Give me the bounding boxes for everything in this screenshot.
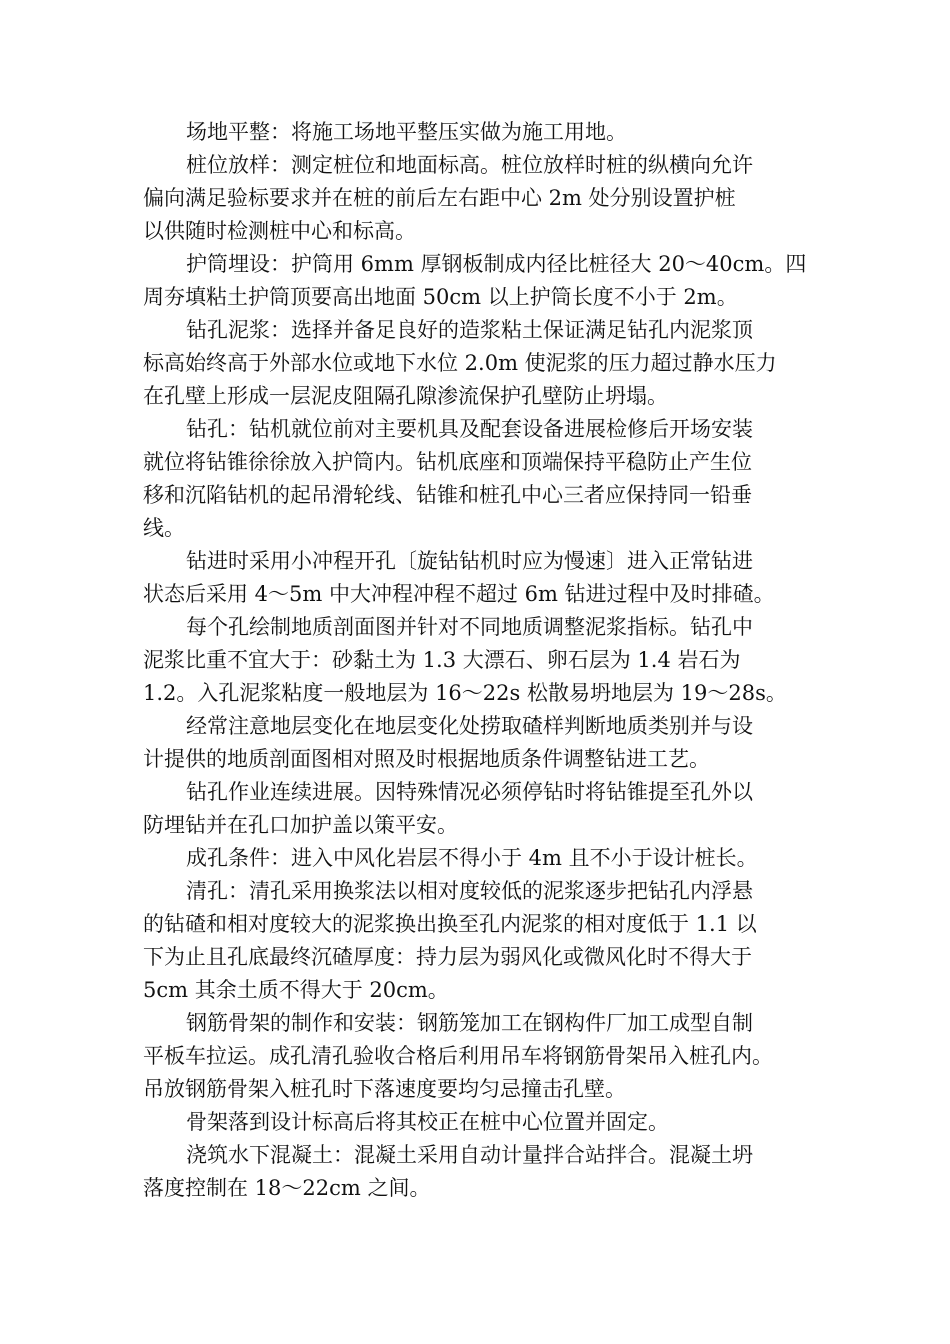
text-line: 下为止且孔底最终沉碴厚度：持力层为弱风化或微风化时不得大于 — [143, 945, 752, 969]
text-line: 护筒埋设：护筒用 6mm 厚钢板制成内径比桩径大 20～40cm。四 — [186, 252, 807, 276]
text-line: 防埋钻并在孔口加护盖以策平安。 — [143, 813, 458, 837]
text-line: 桩位放样：测定桩位和地面标高。桩位放样时桩的纵横向允许 — [186, 153, 753, 177]
paragraph-continuous-drilling — [143, 776, 823, 842]
text-line: 计提供的地质剖面图相对照及时根据地质条件调整钻进工艺。 — [143, 747, 710, 771]
paragraph-hole-cleaning — [143, 875, 823, 1007]
paragraph-geological-profile — [143, 611, 823, 710]
text-line: 每个孔绘制地质剖面图并针对不同地质调整泥浆指标。钻孔中 — [186, 615, 753, 639]
text-line: 吊放钢筋骨架入桩孔时下落速度要均匀忌撞击孔壁。 — [143, 1077, 626, 1101]
paragraph-drilling-mud — [143, 314, 823, 413]
text-line: 钻孔：钻机就位前对主要机具及配套设备进展检修后开场安装 — [186, 417, 753, 441]
text-line: 清孔：清孔采用换浆法以相对度较低的泥浆逐步把钻孔内浮悬 — [186, 879, 753, 903]
paragraph-drilling-stroke — [143, 545, 823, 611]
text-line: 就位将钻锥徐徐放入护筒内。钻机底座和顶端保持平稳防止产生位 — [143, 450, 752, 474]
text-line: 成孔条件：进入中风化岩层不得小于 4m 且不小于设计桩长。 — [186, 846, 758, 870]
text-line: 骨架落到设计标高后将其校正在桩中心位置并固定。 — [186, 1110, 669, 1134]
paragraph-drilling — [143, 413, 823, 545]
paragraph-cage-positioning — [143, 1106, 823, 1139]
text-line: 钻进时采用小冲程开孔〔旋钻钻机时应为慢速〕进入正常钻进 — [186, 549, 753, 573]
text-line: 场地平整：将施工场地平整压实做为施工用地。 — [186, 120, 627, 144]
paragraph-casing-burial — [143, 248, 823, 314]
text-line: 标高始终高于外部水位或地下水位 2.0m 使泥浆的压力超过静水压力 — [143, 351, 777, 375]
text-line: 5cm 其余土质不得大于 20cm。 — [143, 978, 449, 1002]
paragraph-rebar-cage — [143, 1007, 823, 1106]
text-line: 状态后采用 4～5m 中大冲程冲程不超过 6m 钻进过程中及时排碴。 — [143, 582, 775, 606]
text-line: 的钻碴和相对度较大的泥浆换出换至孔内泥浆的相对度低于 1.1 以 — [143, 912, 757, 936]
paragraph-site-leveling — [143, 116, 823, 149]
paragraph-pile-layout — [143, 149, 823, 248]
paragraph-stratum-change — [143, 710, 823, 776]
text-line: 泥浆比重不宜大于：砂黏土为 1.3 大漂石、卵石层为 1.4 岩石为 — [143, 648, 741, 672]
paragraph-hole-conditions — [143, 842, 823, 875]
text-line: 钻孔作业连续进展。因特殊情况必须停钻时将钻锥提至孔外以 — [186, 780, 753, 804]
text-line: 偏向满足验标要求并在桩的前后左右距中心 2m 处分别设置护桩 — [143, 186, 736, 210]
text-line: 落度控制在 18～22cm 之间。 — [143, 1176, 431, 1200]
text-line: 以供随时检测桩中心和标高。 — [143, 219, 416, 243]
text-line: 钻孔泥浆：选择并备足良好的造浆粘土保证满足钻孔内泥浆顶 — [186, 318, 753, 342]
text-line: 浇筑水下混凝土：混凝土采用自动计量拌合站拌合。混凝土坍 — [186, 1143, 753, 1167]
text-line: 平板车拉运。成孔清孔验收合格后利用吊车将钢筋骨架吊入桩孔内。 — [143, 1044, 773, 1068]
text-line: 移和沉陷钻机的起吊滑轮线、钻锥和桩孔中心三者应保持同一铅垂 — [143, 483, 752, 507]
text-line: 在孔壁上形成一层泥皮阻隔孔隙渗流保护孔壁防止坍塌。 — [143, 384, 668, 408]
text-line: 周夯填粘土护筒顶要高出地面 50cm 以上护筒长度不小于 2m。 — [143, 285, 738, 309]
text-line: 1.2。入孔泥浆粘度一般地层为 16～22s 松散易坍地层为 19～28s。 — [143, 681, 787, 705]
paragraph-underwater-concrete — [143, 1139, 823, 1205]
text-line: 线。 — [143, 516, 185, 540]
text-line: 钢筋骨架的制作和安装：钢筋笼加工在钢构件厂加工成型自制 — [186, 1011, 753, 1035]
text-line: 经常注意地层变化在地层变化处捞取碴样判断地质类别并与设 — [186, 714, 753, 738]
document-body — [143, 116, 823, 1205]
